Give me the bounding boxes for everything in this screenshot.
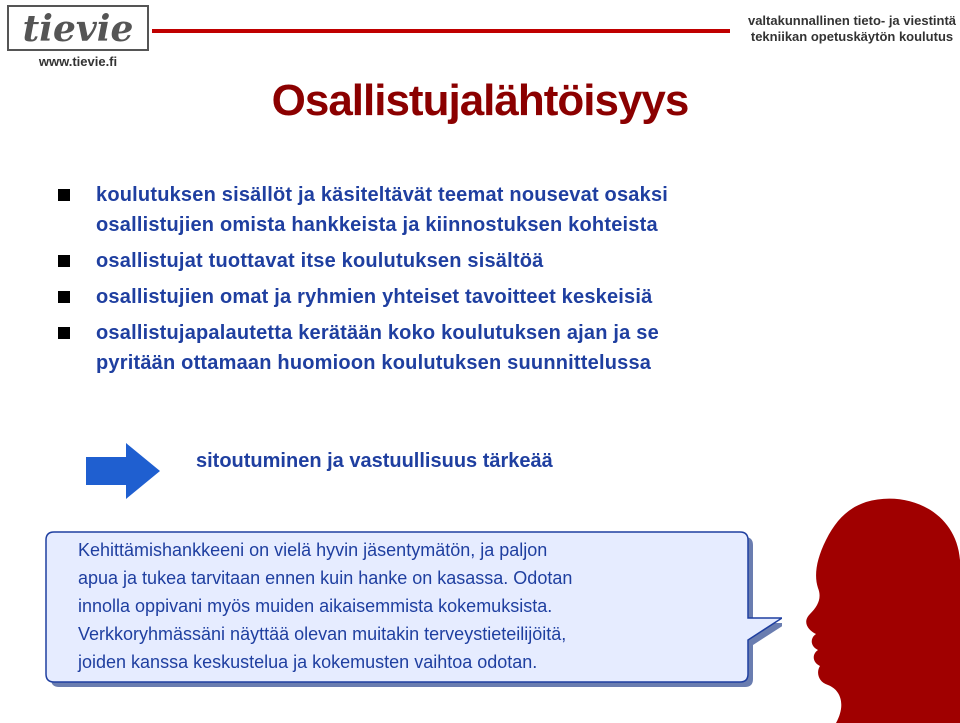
- square-bullet-icon: [58, 189, 70, 201]
- square-bullet-icon: [58, 291, 70, 303]
- bullet-list: [58, 180, 848, 384]
- header-tagline: [746, 10, 958, 46]
- bullet-line: osallistujien omat ja ryhmien yhteiset tavoitteet keskeisiä: [96, 286, 653, 308]
- page-title: Osallistujalähtöisyys: [271, 76, 689, 125]
- logo-word: tievie: [22, 8, 134, 50]
- logo-url: www.tievie.fi: [38, 54, 118, 69]
- callout-text: [78, 536, 758, 676]
- header-tagline-line2: tekniikan opetuskäytön koulutus: [750, 29, 954, 44]
- bullet-item: [58, 246, 848, 276]
- bullet-item: [58, 282, 848, 312]
- header-rule: [152, 29, 730, 33]
- bullet-line: koulutuksen sisällöt ja käsiteltävät teemat nousevat osaksi: [96, 184, 669, 206]
- callout-line: innolla oppivani myös muiden aikaisemmista kokemuksista.: [78, 596, 553, 616]
- tievie-logo: [6, 4, 150, 70]
- square-bullet-icon: [58, 255, 70, 267]
- bullet-line: pyritään ottamaan huomioon koulutuksen suunnittelussa: [96, 352, 652, 374]
- square-bullet-icon: [58, 327, 70, 339]
- callout-line: Verkkoryhmässäni näyttää olevan muitakin terveystieteilijöitä,: [78, 624, 567, 644]
- bullet-item: [58, 180, 848, 240]
- bullet-line: osallistujat tuottavat itse koulutuksen sisältöä: [96, 250, 544, 272]
- arrow-statement: sitoutuminen ja vastuullisuus tärkeää: [196, 450, 553, 472]
- arrow-right-icon: [86, 443, 160, 499]
- callout-line: Kehittämishankkeeni on vielä hyvin jäsentymätön, ja paljon: [78, 540, 548, 560]
- header-tagline-line1: valtakunnallinen tieto- ja viestintä: [747, 13, 957, 28]
- bullet-line: osallistujapalautetta kerätään koko koulutuksen ajan ja se: [96, 322, 659, 344]
- callout-line: apua ja tukea tarvitaan ennen kuin hanke on kasassa. Odotan: [78, 568, 573, 588]
- bullet-item: [58, 318, 848, 378]
- callout-line: joiden kanssa keskustelua ja kokemusten vaihtoa odotan.: [78, 652, 538, 672]
- bullet-line: osallistujien omista hankkeista ja kiinnostuksen kohteista: [96, 214, 658, 236]
- head-silhouette-icon: [796, 490, 960, 723]
